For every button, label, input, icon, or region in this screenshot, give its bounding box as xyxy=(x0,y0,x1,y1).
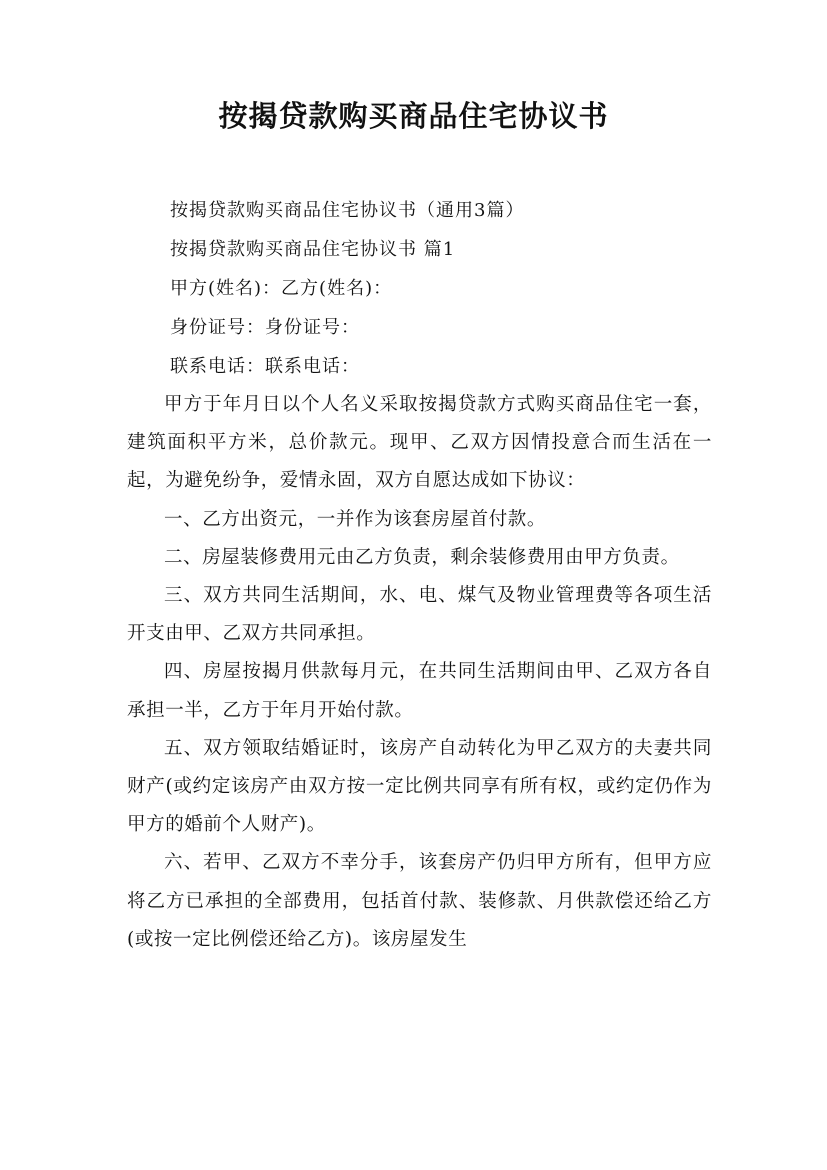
clause-1: 一、乙方出资元，一并作为该套房屋首付款。 xyxy=(164,508,547,530)
clause-4: 四、房屋按揭月供款每月元，在共同生活期间由甲、乙双方各自承担一半，乙方于年月开始付款。 xyxy=(127,661,712,721)
id-number-line: 身份证号：身份证号： xyxy=(170,317,360,338)
agreement-body xyxy=(127,386,712,959)
section-heading: 按揭贷款购买商品住宅协议书 篇1 xyxy=(170,239,456,260)
clause-2: 二、房屋装修费用元由乙方负责，剩余装修费用由甲方负责。 xyxy=(164,546,680,568)
document-title: 按揭贷款购买商品住宅协议书 xyxy=(218,99,609,133)
clause-3: 三、双方共同生活期间，水、电、煤气及物业管理费等各项生活开支由甲、乙双方共同承担。 xyxy=(127,585,712,645)
phone-line: 联系电话：联系电话： xyxy=(170,356,360,377)
subtitle-line: 按揭贷款购买商品住宅协议书（通用3篇） xyxy=(170,200,525,221)
clause-6: 六、若甲、乙双方不幸分手，该套房产仍归甲方所有，但甲方应将乙方已承担的全部费用，包括首付款、装修款、月供款偿还给乙方(或按一定比例偿还给乙方)。该房屋发生 xyxy=(127,852,712,950)
party-name-line: 甲方(姓名)：乙方(姓名)： xyxy=(170,278,393,299)
intro-paragraph: 甲方于年月日以个人名义采取按揭贷款方式购买商品住宅一套，建筑面积平方米，总价款元。现甲、乙双方因情投意合而生活在一起，为避免纷争，爱情永固，双方自愿达成如下协议： xyxy=(127,394,712,492)
clause-5: 五、双方领取结婚证时，该房产自动转化为甲乙双方的夫妻共同财产(或约定该房产由双方按一定比例共同享有所有权，或约定仍作为甲方的婚前个人财产)。 xyxy=(127,737,712,836)
